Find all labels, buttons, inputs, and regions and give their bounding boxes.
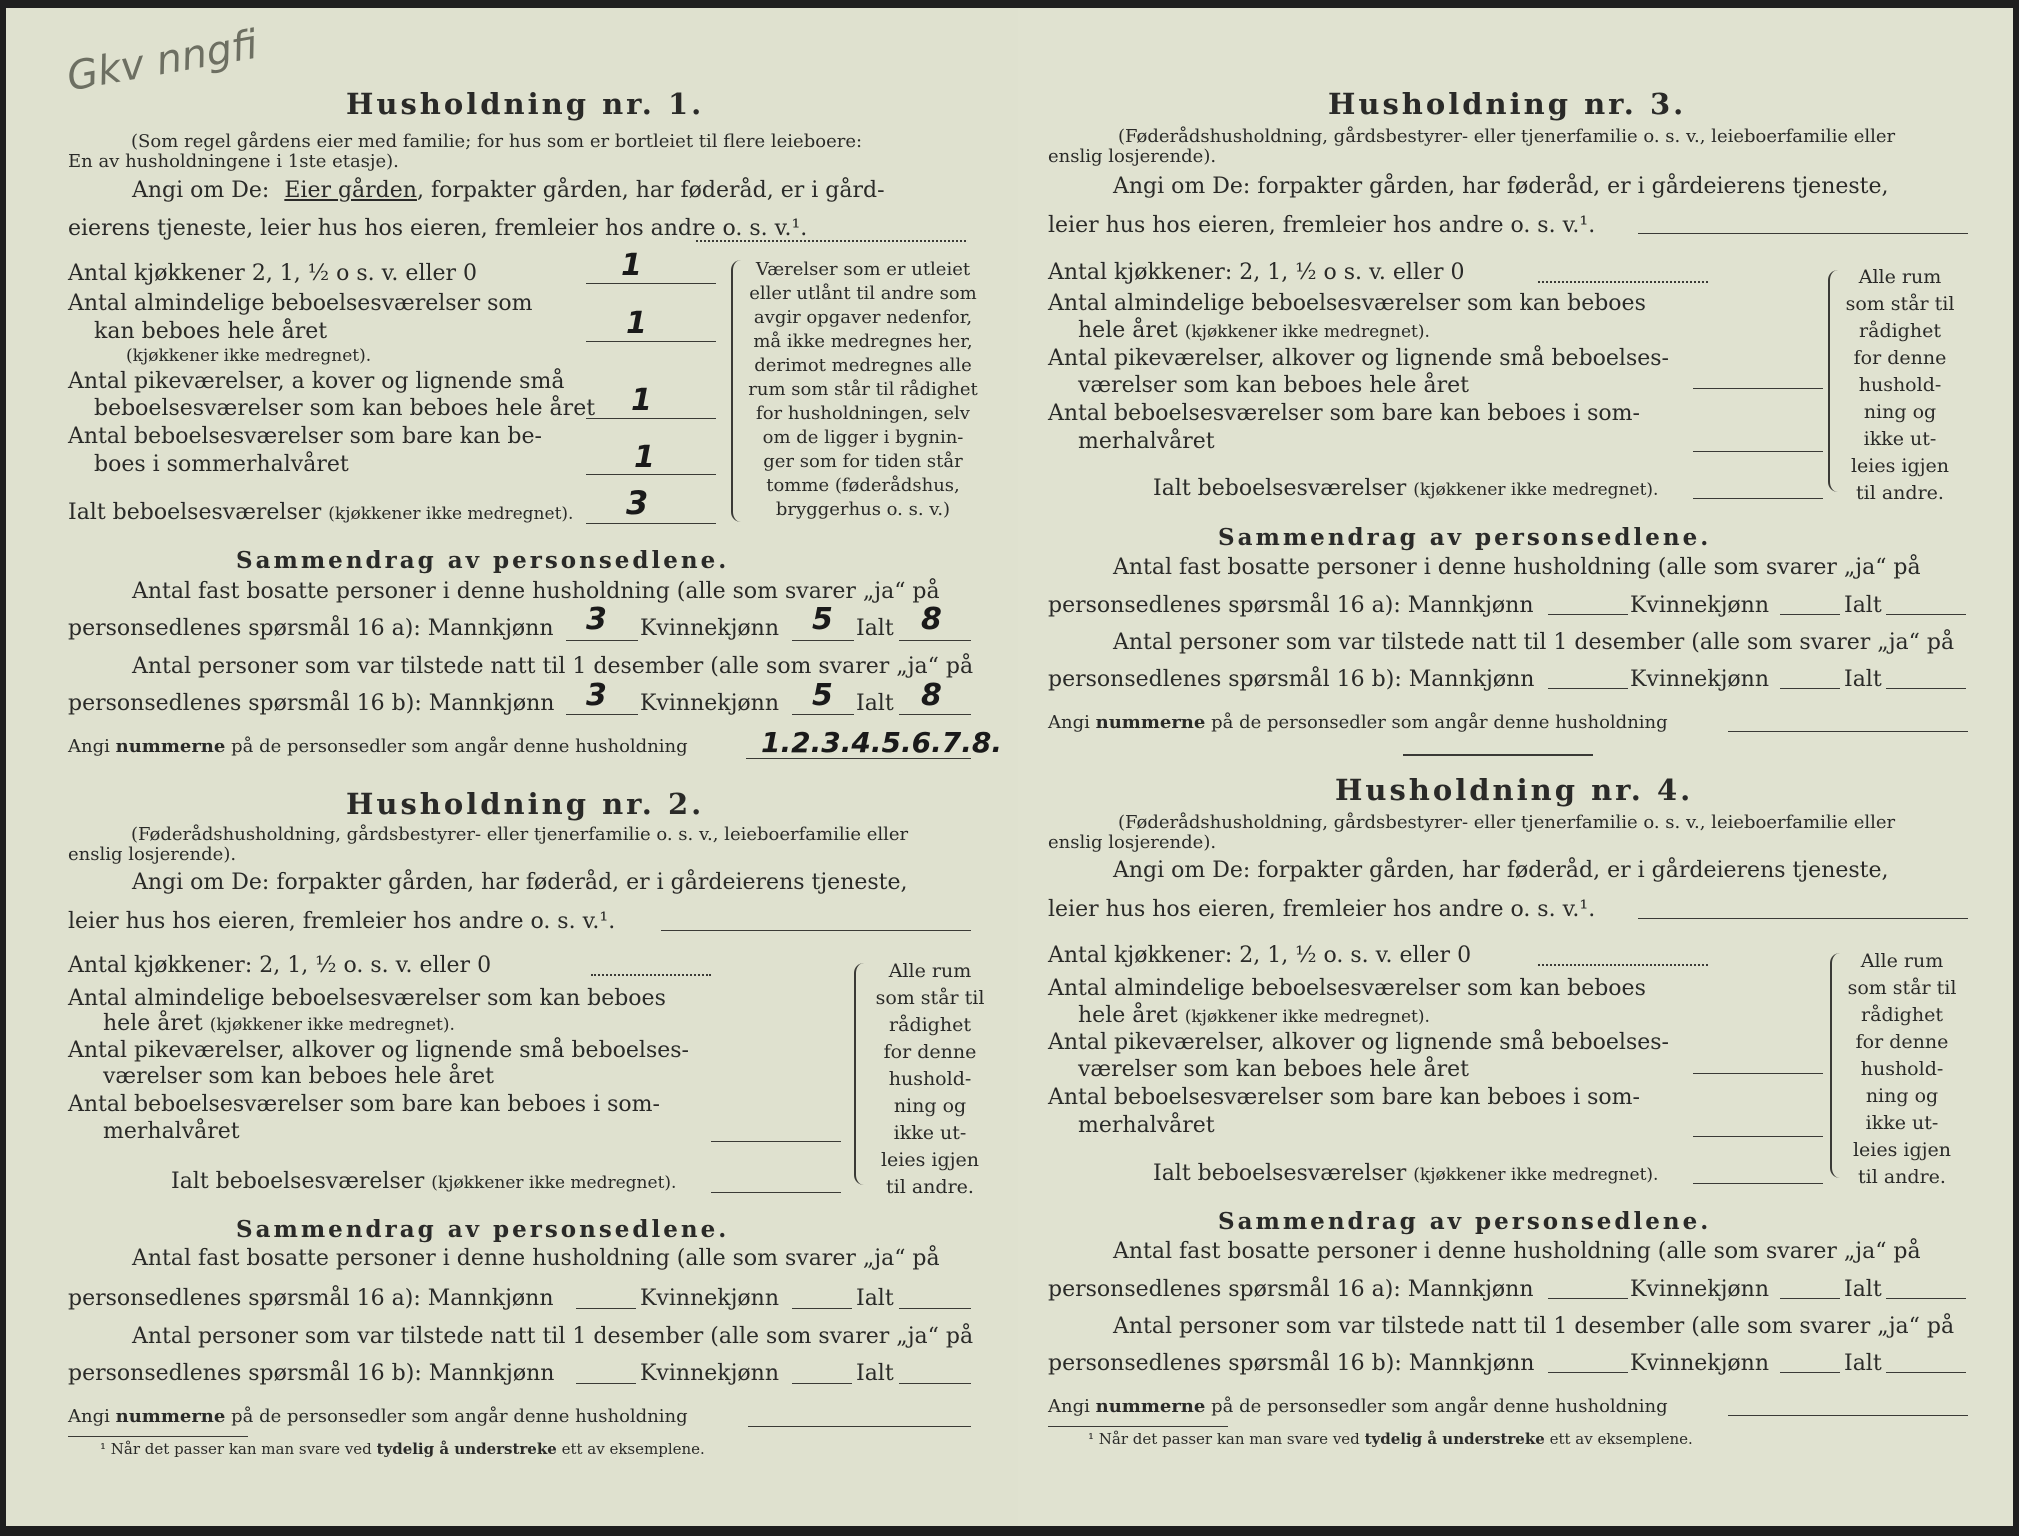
right-page — [1018, 8, 2013, 1526]
h2-nummerne-bold: nummerne — [115, 1406, 226, 1427]
h3-kjokkener-label: Antal kjøkkener: 2, 1, ½ o s. v. eller 0 — [1048, 260, 1465, 285]
h2-ialt-line — [711, 1192, 841, 1193]
h1-tilstede-line2-label: personsedlenes spørsmål 16 b): Mannkjønn — [68, 691, 555, 716]
h2-nummerne-prefix: Angi — [68, 1406, 110, 1427]
h2-tilstede-ialt-label: Ialt — [856, 1361, 894, 1386]
brace-note-line: for denne — [1853, 347, 1947, 369]
h3-nummerne-label — [1048, 714, 1668, 732]
footnote-right — [1088, 1432, 1693, 1447]
brace-note-line: hushold- — [1860, 1058, 1944, 1080]
h1-fast-ialt-value: 8 — [921, 602, 942, 637]
h1-nummerne-prefix: Angi — [68, 736, 110, 757]
brace-note-line: ger som for tiden står — [763, 451, 963, 472]
h2-tilstede-line1: Antal personer som var tilstede natt til 1 desember (alle som svarer „ja“ på — [132, 1324, 974, 1349]
h1-ialt-line — [586, 523, 716, 524]
h2-brace-note — [870, 958, 990, 1201]
husholdning-1-title: Husholdning nr. 1. — [346, 87, 705, 121]
h2-ialt-label — [171, 1171, 676, 1193]
h2-fast-kvinne-label: Kvinnekjønn — [640, 1286, 779, 1311]
h3-alm-line2 — [1078, 320, 1430, 342]
h4-tilstede-kvinne-line — [1780, 1372, 1840, 1373]
h1-tilstede-kvinne-label: Kvinnekjønn — [640, 691, 779, 716]
brace-note-line: rådighet — [889, 1014, 971, 1036]
h3-fast-kvinne-line — [1780, 614, 1840, 615]
brace-note-line: rådighet — [1859, 320, 1941, 342]
h1-tilstede-mann-value: 3 — [586, 678, 607, 713]
h4-nummerne-line — [1728, 1415, 1968, 1416]
h3-alm-line2-text: hele året — [1078, 318, 1178, 343]
h1-tilstede-kvinne-line — [792, 714, 854, 715]
h3-ialt-label — [1153, 478, 1658, 500]
footnote-left-prefix: Når det passer kan man svare ved — [110, 1440, 372, 1458]
h2-angi-line1: Angi om De: forpakter gården, har føderåd, er i gårdeierens tjeneste, — [132, 870, 908, 895]
brace-note-line: som står til — [1847, 977, 1957, 999]
brace-note-line: ning og — [1865, 1085, 1939, 1107]
h1-ialt-value: 3 — [626, 484, 649, 522]
h1-ialt-note: (kjøkkener ikke medregnet). — [328, 504, 574, 524]
h1-tilstede-mann-line — [566, 714, 638, 715]
h4-fast-mann-line — [1548, 1298, 1628, 1299]
h4-tilstede-ialt-label: Ialt — [1844, 1351, 1882, 1376]
h2-sommer-line — [711, 1141, 841, 1142]
h4-nummerne-prefix: Angi — [1048, 1396, 1090, 1417]
h2-fast-line2-label: personsedlenes spørsmål 16 a): Mannkjønn — [68, 1286, 554, 1311]
h2-fast-ialt-line — [899, 1308, 971, 1309]
h1-brace — [731, 260, 747, 522]
h4-pike-line — [1693, 1073, 1823, 1074]
h1-alm-note: (kjøkkener ikke medregnet). — [126, 346, 372, 366]
brace-note-line: rum som står til rådighet — [748, 379, 978, 400]
brace-note-line: Alle rum — [1858, 266, 1942, 288]
h4-tilstede-line1: Antal personer som var tilstede natt til 1 desember (alle som svarer „ja“ på — [1113, 1314, 1955, 1339]
h1-alm-line2: kan beboes hele året — [94, 319, 328, 344]
h3-pike-line1: Antal pikeværelser, alkover og lignende små beboelses- — [1048, 346, 1669, 371]
h2-kjokkener-label: Antal kjøkkener: 2, 1, ½ o. s. v. eller 0 — [68, 953, 492, 978]
h4-pike-line2: værelser som kan beboes hele året — [1078, 1057, 1469, 1082]
husholdning-3-title: Husholdning nr. 3. — [1328, 87, 1687, 121]
brace-note-line: for denne — [1855, 1031, 1949, 1053]
h3-ialt-text: Ialt beboelsesværelser — [1153, 476, 1407, 501]
h2-kjokkener-line — [591, 974, 711, 976]
h1-brace-note — [748, 258, 978, 522]
footnote-rule-left — [68, 1436, 248, 1437]
brace-note-line: rådighet — [1861, 1004, 1943, 1026]
h1-fast-mann-line — [566, 640, 638, 641]
h4-sommer-line1: Antal beboelsesværelser som bare kan beboes i som- — [1048, 1085, 1640, 1110]
h4-angi-fill-line — [1638, 918, 1968, 919]
h3-fast-line2-label: personsedlenes spørsmål 16 a): Mannkjønn — [1048, 593, 1534, 618]
brace-note-line: eller utlånt til andre som — [749, 283, 977, 304]
h4-tilstede-kvinne-label: Kvinnekjønn — [1630, 1351, 1769, 1376]
section-divider — [1403, 754, 1593, 756]
footnote-rule-right — [1048, 1426, 1228, 1427]
h2-fast-mann-line — [576, 1308, 636, 1309]
h4-fast-ialt-line — [1886, 1298, 1966, 1299]
h4-fast-kvinne-line — [1780, 1298, 1840, 1299]
h2-tilstede-ialt-line — [899, 1383, 971, 1384]
h4-ialt-text: Ialt beboelsesværelser — [1153, 1161, 1407, 1186]
h3-pike-line2: værelser som kan beboes hele året — [1078, 373, 1469, 398]
brace-note-line: må ikke medregnes her, — [753, 331, 973, 352]
left-page — [6, 8, 1018, 1526]
h2-nummerne-line — [748, 1426, 971, 1427]
h3-sommer-line2: merhalvåret — [1078, 429, 1215, 454]
husholdning-2-title: Husholdning nr. 2. — [346, 787, 705, 821]
brace-note-line: ikke ut- — [893, 1122, 967, 1144]
h1-fast-line2-label: personsedlenes spørsmål 16 a): Mannkjønn — [68, 616, 554, 641]
h4-fast-ialt-label: Ialt — [1844, 1277, 1882, 1302]
h3-angi-line1: Angi om De: forpakter gården, har føderåd, er i gårdeierens tjeneste, — [1113, 174, 1889, 199]
h2-tilstede-mann-line — [576, 1383, 636, 1384]
margin-scribble: Gkv nngfi — [63, 21, 262, 101]
h1-tilstede-ialt-line — [899, 714, 971, 715]
h2-angi-fill-line — [661, 930, 971, 931]
h3-sommer-line1: Antal beboelsesværelser som bare kan beboes i som- — [1048, 401, 1640, 426]
brace-note-line: ning og — [1863, 401, 1937, 423]
h3-fast-ialt-line — [1886, 614, 1966, 615]
h3-angi-fill-line — [1638, 233, 1968, 234]
h2-summary-title: Sammendrag av personsedlene. — [236, 1216, 730, 1243]
h4-note-line2: enslig losjerende). — [1048, 832, 1217, 853]
h3-alm-line1: Antal almindelige beboelsesværelser som kan beboes — [1048, 291, 1646, 316]
h1-kjokkener-value: 1 — [621, 248, 642, 283]
h2-fast-kvinne-line — [792, 1308, 852, 1309]
h1-alm-value: 1 — [626, 306, 647, 341]
brace-note-line: Alle rum — [888, 960, 972, 982]
brace-note-line: som står til — [1845, 293, 1955, 315]
h2-ialt-text: Ialt beboelsesværelser — [171, 1169, 425, 1194]
h1-sommer-line1: Antal beboelsesværelser som bare kan be- — [68, 424, 542, 449]
brace-note-line: tomme (føderådshus, — [766, 475, 960, 496]
h1-fast-kvinne-line — [792, 640, 854, 641]
footnote-left-marker: ¹ — [100, 1440, 107, 1458]
h3-brace-note — [1840, 264, 1960, 507]
h3-pike-line — [1693, 388, 1823, 389]
h1-alm-line1: Antal almindelige beboelsesværelser som — [68, 291, 533, 316]
h4-angi-line2: leier hus hos eieren, fremleier hos andre o. s. v.¹. — [1048, 897, 1596, 922]
h1-fast-ialt-label: Ialt — [856, 616, 894, 641]
h1-sommer-line2: boes i sommerhalvåret — [94, 452, 349, 477]
h3-tilstede-kvinne-label: Kvinnekjønn — [1630, 667, 1769, 692]
brace-note-line: for denne — [883, 1041, 977, 1063]
h1-angi-fill-line — [696, 240, 966, 242]
h3-tilstede-kvinne-line — [1780, 688, 1840, 689]
h4-nummerne-rest: på de personsedler som angår denne husholdning — [1211, 1396, 1668, 1417]
brace-note-line: ikke ut- — [1865, 1112, 1939, 1134]
h4-ialt-line — [1693, 1183, 1823, 1184]
h2-pike-line2: værelser som kan beboes hele året — [103, 1064, 494, 1089]
footnote-left — [100, 1442, 705, 1457]
h1-fast-ialt-line — [899, 640, 971, 641]
brace-note-line: ikke ut- — [1863, 428, 1937, 450]
h4-tilstede-ialt-line — [1886, 1372, 1966, 1373]
h4-alm-line2 — [1078, 1005, 1430, 1027]
h1-nummerne-bold: nummerne — [115, 736, 226, 757]
h2-alm-line1: Antal almindelige beboelsesværelser som kan beboes — [68, 986, 666, 1011]
h2-fast-ialt-label: Ialt — [856, 1286, 894, 1311]
h1-angi-line2: eierens tjeneste, leier hus hos eieren, fremleier hos andre o. s. v.¹. — [68, 216, 808, 241]
h4-fast-line2-label: personsedlenes spørsmål 16 a): Mannkjønn — [1048, 1277, 1534, 1302]
h2-nummerne-label — [68, 1408, 688, 1426]
brace-note-line: ning og — [893, 1095, 967, 1117]
footnote-right-rest: ett av eksemplene. — [1549, 1430, 1693, 1448]
h3-ialt-note: (kjøkkener ikke medregnet). — [1413, 480, 1659, 500]
h1-angi-rest: , forpakter gården, har føderåd, er i gård- — [416, 178, 885, 203]
h3-nummerne-prefix: Angi — [1048, 712, 1090, 733]
h3-summary-title: Sammendrag av personsedlene. — [1218, 524, 1712, 551]
h1-summary-title: Sammendrag av personsedlene. — [236, 547, 730, 574]
h1-tilstede-ialt-value: 8 — [921, 678, 942, 713]
h2-alm-note: (kjøkkener ikke medregnet). — [209, 1015, 455, 1035]
h3-tilstede-line1: Antal personer som var tilstede natt til 1 desember (alle som svarer „ja“ på — [1113, 630, 1955, 655]
h1-pike-line — [586, 418, 716, 419]
brace-note-line: for husholdningen, selv — [756, 403, 970, 424]
h3-tilstede-line2-label: personsedlenes spørsmål 16 b): Mannkjønn — [1048, 667, 1535, 692]
h1-fast-line1: Antal fast bosatte personer i denne husholdning (alle som svarer „ja“ på — [132, 579, 940, 604]
h2-sommer-line1: Antal beboelsesværelser som bare kan beboes i som- — [68, 1092, 660, 1117]
h1-pike-line2: beboelsesværelser som kan beboes hele året — [94, 396, 596, 421]
h1-kjokkener-label: Antal kjøkkener 2, 1, ½ o s. v. eller 0 — [68, 261, 478, 286]
h4-sommer-line2: merhalvåret — [1078, 1113, 1215, 1138]
h4-alm-line2-text: hele året — [1078, 1003, 1178, 1028]
h4-tilstede-mann-line — [1548, 1372, 1628, 1373]
h3-ialt-line — [1693, 498, 1823, 499]
h3-fast-line1: Antal fast bosatte personer i denne husholdning (alle som svarer „ja“ på — [1113, 555, 1921, 580]
brace-note-line: Alle rum — [1860, 950, 1944, 972]
h2-alm-line2 — [103, 1013, 455, 1035]
h2-fast-line1: Antal fast bosatte personer i denne husholdning (alle som svarer „ja“ på — [132, 1246, 940, 1271]
brace-note-line: hushold- — [888, 1068, 972, 1090]
h2-note-line2: enslig losjerende). — [68, 844, 237, 865]
h4-kjokkener-line — [1538, 964, 1708, 966]
h3-angi-line2: leier hus hos eieren, fremleier hos andre o. s. v.¹. — [1048, 213, 1596, 238]
h4-alm-note: (kjøkkener ikke medregnet). — [1184, 1007, 1430, 1027]
h1-nummerne-rest: på de personsedler som angår denne husholdning — [231, 736, 688, 757]
h2-tilstede-kvinne-label: Kvinnekjønn — [640, 1361, 779, 1386]
h4-nummerne-bold: nummerne — [1095, 1396, 1206, 1417]
h1-fast-mann-value: 3 — [586, 602, 607, 637]
h3-nummerne-line — [1728, 731, 1968, 732]
footnote-right-marker: ¹ — [1088, 1430, 1095, 1448]
h4-ialt-note: (kjøkkener ikke medregnet). — [1413, 1165, 1659, 1185]
h1-pike-line1: Antal pikeværelser, a kover og lignende små — [68, 369, 565, 394]
h3-nummerne-rest: på de personsedler som angår denne husholdning — [1211, 712, 1668, 733]
h3-note-line2: enslig losjerende). — [1048, 146, 1217, 167]
h3-fast-kvinne-label: Kvinnekjønn — [1630, 593, 1769, 618]
brace-note-line: derimot medregnes alle — [754, 355, 972, 376]
h1-pike-value: 1 — [631, 383, 652, 418]
brace-note-line: bryggerhus o. s. v.) — [775, 499, 951, 520]
h1-nummerne-value: 1.2.3.4.5.6.7.8. — [761, 726, 1002, 759]
brace-note-line: leies igjen — [880, 1149, 980, 1171]
h4-nummerne-label — [1048, 1398, 1668, 1416]
h4-angi-line1: Angi om De: forpakter gården, har føderåd, er i gårdeierens tjeneste, — [1113, 858, 1889, 883]
h3-note-line1: (Føderådshusholdning, gårdsbestyrer- eller tjenerfamilie o. s. v., leieboerfamilie eller — [1118, 126, 1896, 147]
footnote-right-bold: tydelig å understreke — [1364, 1430, 1545, 1448]
h1-ialt-label — [68, 502, 573, 524]
brace-note-line: til andre. — [886, 1176, 974, 1198]
h1-alm-line — [586, 341, 716, 342]
h2-tilstede-kvinne-line — [792, 1383, 852, 1384]
brace-note-line: Værelser som er utleiet — [755, 259, 971, 280]
h2-note-line1: (Føderådshusholdning, gårdsbestyrer- eller tjenerfamilie o. s. v., leieboerfamilie eller — [131, 824, 909, 845]
h4-fast-kvinne-label: Kvinnekjønn — [1630, 1277, 1769, 1302]
h1-angi-underlined-answer: Eier gården — [284, 178, 417, 203]
h1-tilstede-kvinne-value: 5 — [812, 678, 833, 713]
brace-note-line: om de ligger i bygnin- — [762, 427, 964, 448]
h1-angi-line1 — [132, 180, 885, 202]
h3-alm-note: (kjøkkener ikke medregnet). — [1184, 322, 1430, 342]
h1-fast-kvinne-label: Kvinnekjønn — [640, 616, 779, 641]
brace-note-line: til andre. — [1856, 482, 1944, 504]
h4-kjokkener-label: Antal kjøkkener: 2, 1, ½ o. s. v. eller 0 — [1048, 943, 1472, 968]
brace-note-line: leies igjen — [1850, 455, 1950, 477]
h2-alm-line2-text: hele året — [103, 1011, 203, 1036]
h1-note-line1: (Som regel gårdens eier med familie; for hus som er bortleiet til flere leieboere: — [131, 131, 863, 152]
h4-brace-note — [1842, 948, 1962, 1191]
h1-ialt-text: Ialt beboelsesværelser — [68, 500, 322, 525]
footnote-left-rest: ett av eksemplene. — [561, 1440, 705, 1458]
h2-sommer-line2: merhalvåret — [103, 1119, 240, 1144]
h1-sommer-value: 1 — [634, 440, 655, 475]
h1-fast-kvinne-value: 5 — [812, 602, 833, 637]
h4-sommer-line — [1693, 1136, 1823, 1137]
h3-fast-ialt-label: Ialt — [1844, 593, 1882, 618]
h1-nummerne-label — [68, 738, 688, 756]
brace-note-line: som står til — [875, 987, 985, 1009]
h4-fast-line1: Antal fast bosatte personer i denne husholdning (alle som svarer „ja“ på — [1113, 1239, 1921, 1264]
h3-tilstede-mann-line — [1548, 688, 1628, 689]
h3-tilstede-ialt-label: Ialt — [1844, 667, 1882, 692]
h4-alm-line1: Antal almindelige beboelsesværelser som kan beboes — [1048, 976, 1646, 1001]
brace-note-line: leies igjen — [1852, 1139, 1952, 1161]
h3-sommer-line — [1693, 451, 1823, 452]
h3-tilstede-ialt-line — [1886, 688, 1966, 689]
brace-note-line: avgir opgaver nedenfor, — [753, 307, 973, 328]
h3-fast-mann-line — [1548, 614, 1628, 615]
h2-ialt-note: (kjøkkener ikke medregnet). — [431, 1173, 677, 1193]
h2-brace — [854, 963, 870, 1185]
h1-note-line2: En av husholdningene i 1ste etasje). — [68, 151, 399, 172]
h4-pike-line1: Antal pikeværelser, alkover og lignende små beboelses- — [1048, 1030, 1669, 1055]
h1-tilstede-ialt-label: Ialt — [856, 691, 894, 716]
h4-ialt-label — [1153, 1163, 1658, 1185]
h1-tilstede-line1: Antal personer som var tilstede natt til 1 desember (alle som svarer „ja“ på — [132, 654, 974, 679]
h1-angi-prefix: Angi om De: — [132, 178, 270, 203]
brace-note-line: til andre. — [1858, 1166, 1946, 1188]
husholdning-4-title: Husholdning nr. 4. — [1335, 773, 1694, 807]
brace-note-line: hushold- — [1858, 374, 1942, 396]
h2-nummerne-rest: på de personsedler som angår denne husholdning — [231, 1406, 688, 1427]
h4-note-line1: (Føderådshusholdning, gårdsbestyrer- eller tjenerfamilie o. s. v., leieboerfamilie eller — [1118, 812, 1896, 833]
h2-tilstede-line2-label: personsedlenes spørsmål 16 b): Mannkjønn — [68, 1361, 555, 1386]
h2-pike-line1: Antal pikeværelser, alkover og lignende små beboelses- — [68, 1038, 689, 1063]
h1-kjokkener-line — [586, 283, 716, 284]
h4-tilstede-line2-label: personsedlenes spørsmål 16 b): Mannkjønn — [1048, 1351, 1535, 1376]
footnote-right-prefix: Når det passer kan man svare ved — [1098, 1430, 1360, 1448]
h3-kjokkener-line — [1538, 281, 1708, 283]
footnote-left-bold: tydelig å understreke — [376, 1440, 557, 1458]
h4-summary-title: Sammendrag av personsedlene. — [1218, 1208, 1712, 1235]
h3-nummerne-bold: nummerne — [1095, 712, 1206, 733]
h2-angi-line2: leier hus hos eieren, fremleier hos andre o. s. v.¹. — [68, 909, 616, 934]
